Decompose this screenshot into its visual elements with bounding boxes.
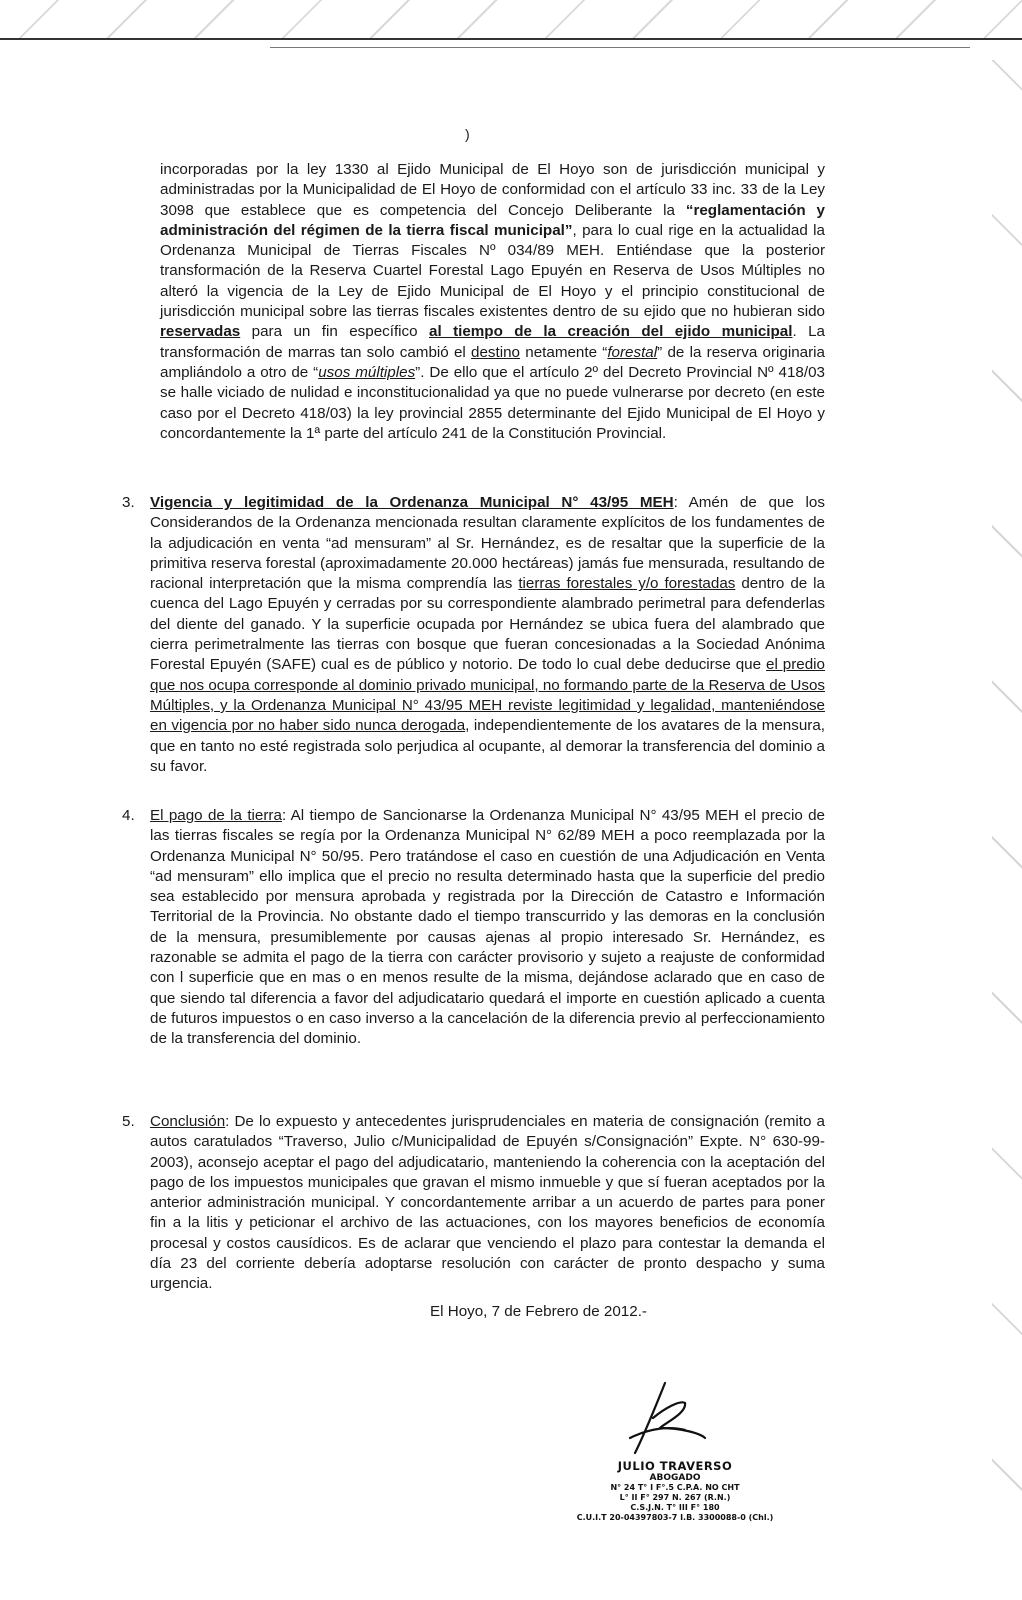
section-3-segment: tierras forestales y/o forestadas (518, 575, 736, 593)
section-4-segment: : Al tiempo de Sancionarse la Ordenanza Municipal N° 43/95 MEH el precio de las tierras fiscales se regía por la Ordenanza Municipal N° 62/89 MEH a poco reemplazada por la Ordenanza Municipal N° 50/95. Pero tratándose el caso en cuestión de una Adjudicación en Venta “ad mensuram” ello implica que el precio no resulta determinado hasta que la superficie del predio sea establecido por mensura aprobada y registrada por la Dirección de Catastro e Información Territorial de la Provincia. No obstante dado el tiempo transcurrido y las demoras en la conclusión de la mensura, presumiblemente por causas ajenas al propio interesado Sr. Hernández, es razonable se admita el pago de la tierra con carácter provisorio y sujeto a reajuste de conformidad con l superficie que en mas o en menos resulte de la misma, dejándose aclarado que en caso de que siendo tal diferencia a favor del adjudicatario quedará el importe en cuestión aplicado a cuenta de futuros impuestos o en caso inverso a la cancelación de la diferencia previo al perfeccionamiento de la transferencia del dominio. (150, 807, 825, 1048)
scan-top-border (0, 0, 1022, 40)
stamp-role: ABOGADO (649, 1473, 701, 1483)
intro-segment: al tiempo de la creación del ejido municipal (429, 323, 793, 341)
intro-segment: , para lo cual rige en la actualidad la Ordenanza Municipal de Tierras Fiscales Nº 034/89 MEH. Entiéndase que la posterior transformación de la Reserva Cuartel Forestal Lago Epuyén en Reserva de Usos Múltiples no alteró la vigencia de la Ley de Ejido Municipal de El Hoyo y el principio constitucional de jurisdicción municipal sobre las tierras fiscales existentes dentro de su ejido que no hubieran sido (160, 221, 825, 321)
stamp-line-1: N° 24 T° I F°.5 C.P.A. NO CHT (610, 1483, 740, 1492)
intro-segment: destino (471, 343, 521, 361)
intro-segment: “reglamentación y administración del régimen de la tierra fiscal municipal” (160, 201, 826, 239)
intro-paragraph (160, 160, 825, 444)
section-5-segment: Conclusión (150, 1113, 226, 1130)
section-3-segment: el predio que nos ocupa corresponde al dominio privado municipal, no formando parte de la Reserva de Usos Múltiples, y la Ordenanza Municipal N° 43/95 MEH reviste legitimidad y legalidad, manteniéndose en vigencia por no haber sido nunca derogada (150, 656, 825, 735)
section-3 (122, 493, 825, 777)
lawyer-stamp (560, 1460, 790, 1523)
section-3-segment: dentro de la cuenca del Lago Epuyén y cerradas por su correspondiente alambrado perimetral para defenderlas del diente del ganado. Y la superficie ocupada por Hernández se ubica fuera del alambrado que cierra perimetralmente las tierras con bosque que fueran concesionadas a la Sociedad Anónima Forestal Epuyén (SAFE) cual es de público y notorio. De todo lo cual debe deducirse que (150, 575, 825, 674)
closing-date: El Hoyo, 7 de Febrero de 2012.- (430, 1303, 647, 1320)
intro-segment: forestal (607, 343, 658, 361)
stamp-line-4: C.U.I.T 20-04397803-7 I.B. 3300088-0 (Chl.) (576, 1513, 774, 1522)
section-3-segment: Vigencia y legitimidad de la Ordenanza Municipal N° 43/95 MEH (150, 494, 674, 511)
intro-segment: incorporadas por la ley 1330 al Ejido Municipal de El Hoyo son de jurisdicción municipal y administradas por la Municipalidad de El Hoyo de conformidad con el artículo 33 inc. 33 de la Ley 3098 que establece que es competencia del Concejo Deliberante la (160, 161, 825, 219)
section-5-segment: : De lo expuesto y antecedentes jurisprudenciales en materia de consignación (remito a autos caratulados “Traverso, Julio c/Municipalidad de Epuyén s/Consignación” Expte. N° 630-99-2003), aconsejo aceptar el pago del adjudicatario, manteniendo la coherencia con la aceptación del pago de los impuestos municipales que gravan el mismo inmueble y que sí fueran aceptados por la anterior administración municipal. Y concordantemente arribar a un acuerdo de partes para poner fin a la litis y peticionar el archivo de las actuaciones, con los mayores beneficios de economía procesal y costos causídicos. Es de aclarar que venciendo el plazo para contestar la demanda el día 23 del corriente debería adoptarse resolución con carácter de pronto despacho y suma urgencia. (150, 1113, 825, 1293)
section-4 (122, 806, 825, 1050)
intro-segment: reservadas (160, 323, 241, 341)
section-5 (122, 1112, 825, 1295)
section-3-segment: : Amén de que los Considerandos de la Ordenanza mencionada resultan claramente explícitos de los fundamentes de la adjudicación en venta “ad mensuram” al Sr. Hernández, es de resaltar que la superficie de la primitiva reserva forestal (aproximadamente 20.000 hectáreas) jamás fue mensurada, resultando de racional interpretación que la misma comprendía las (150, 494, 825, 593)
intro-segment: ” de la reserva originaria ampliándolo a otro de “ (160, 343, 825, 381)
section-4-number: 4. (122, 807, 135, 824)
top-mark: ) (465, 126, 470, 142)
stamp-line-3: C.S.J.N. T° III F° 180 (630, 1503, 720, 1512)
stamp-name: JULIO TRAVERSO (617, 1459, 733, 1473)
section-4-segment: El pago de la tierra (150, 807, 282, 824)
scan-top-line-secondary (270, 47, 970, 48)
section-3-number: 3. (122, 494, 135, 511)
section-5-number: 5. (122, 1113, 135, 1130)
handwritten-signature (625, 1378, 715, 1458)
intro-paragraph-text (160, 160, 825, 444)
scan-top-line (0, 38, 1022, 40)
intro-segment: usos múltiples (318, 363, 416, 381)
section-4-text (150, 806, 825, 1050)
section-3-text (150, 493, 825, 777)
stamp-line-2: L° II F° 297 N. 267 (R.N.) (619, 1493, 731, 1502)
section-5-text (150, 1112, 825, 1295)
intro-segment: ”. De ello que el artículo 2º del Decreto Provincial Nº 418/03 se halle viciado de nulidad e inconstitucionalidad ya que no puede vulnerarse por decreto (en este caso por el Decreto 418/03) la ley provincial 2855 determinante del Ejido Municipal de El Hoyo y concordantemente la 1ª parte del artículo 241 de la Constitución Provincial. (160, 363, 825, 442)
intro-segment: netamente “ (520, 343, 608, 361)
section-3-segment: , independientemente de los avatares de la mensura, que en tanto no esté registrada solo perjudica al ocupante, al demorar la transferencia del dominio a su favor. (150, 717, 825, 775)
scan-right-edge (992, 60, 1022, 1560)
intro-segment: . La transformación de marras tan solo cambió el (160, 323, 825, 361)
intro-segment: para un fin específico (240, 323, 429, 341)
